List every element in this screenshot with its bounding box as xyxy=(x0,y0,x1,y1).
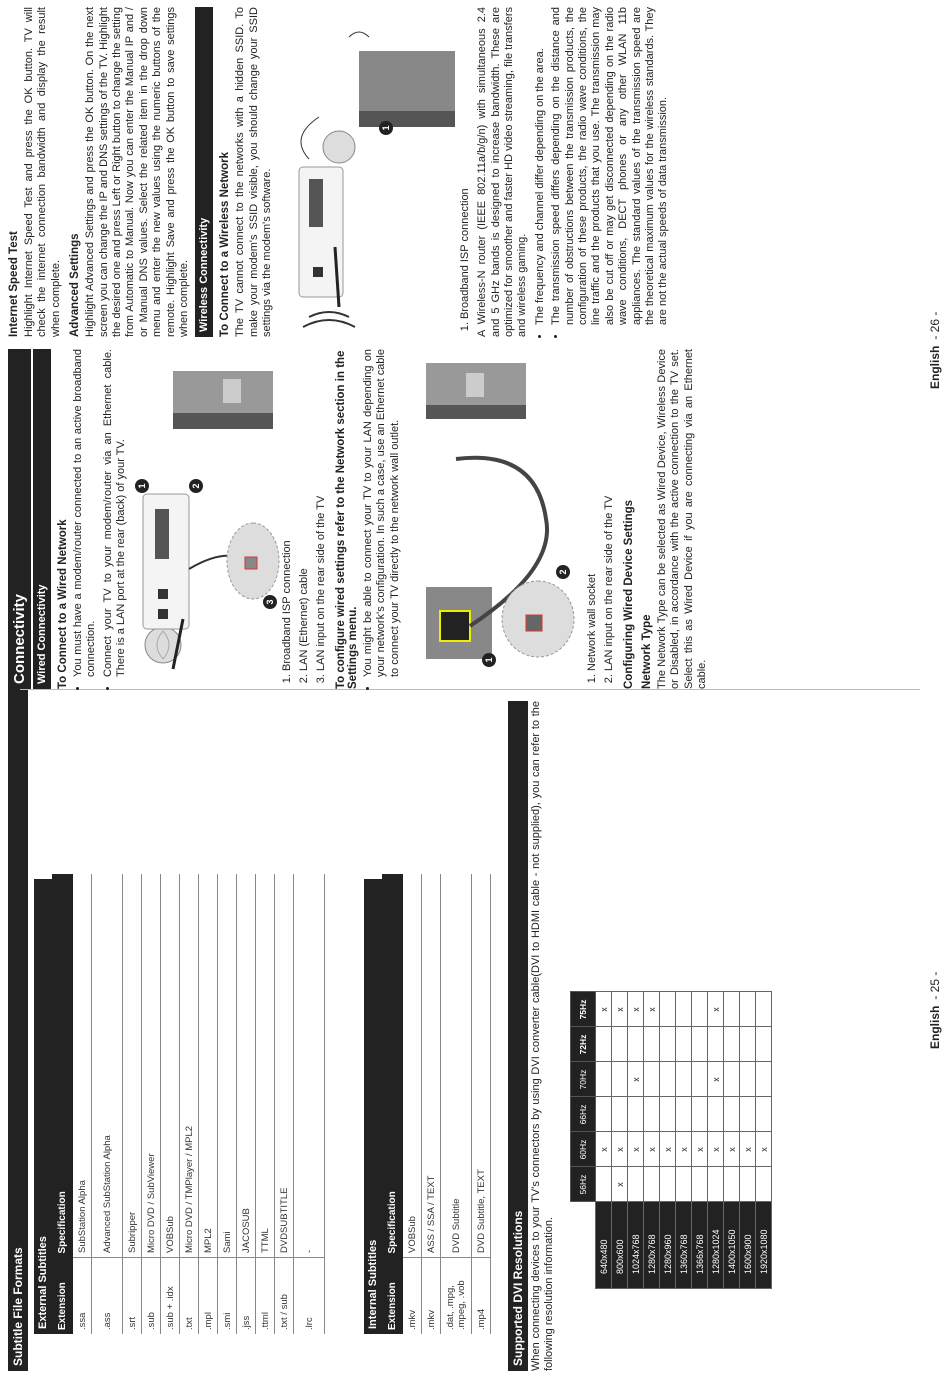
router-text: A Wireless-N router (IEEE 802.11a/b/g/n) with simultaneous 2.4 and 5 GHz bands is designed to increase bandwidth. These are optimized for smoother and faster HD video streaming, file transfers and wireless gaming. xyxy=(476,7,529,337)
dvi-cell xyxy=(756,1027,772,1062)
dvi-cell: x xyxy=(740,1132,756,1167)
external-subtitles-title: External Subtitles xyxy=(34,879,52,1334)
footer-lang: English xyxy=(928,345,942,389)
dvi-resolution: 1400x1050 xyxy=(724,1202,740,1289)
table-cell: .sub + .idx xyxy=(161,1258,180,1335)
table-row xyxy=(612,992,628,1289)
dvi-resolution: 1280x960 xyxy=(660,1202,676,1289)
dvi-resolution: 640x480 xyxy=(596,1202,612,1289)
dvi-cell xyxy=(724,1027,740,1062)
wireless-text: The TV cannot connect to the networks with a hidden SSID. To make your modem's SSID visible, you should change your SSID settings via the modem's software. xyxy=(234,7,274,337)
dvi-header: 72Hz xyxy=(571,1027,596,1062)
dvi-cell xyxy=(660,1167,676,1202)
wired-bullet-2: • Connect your TV to your modem/router via an Ethernet cable. There is a LAN port at the rear (back) of your TV. xyxy=(102,349,129,677)
wireless-heading: To Connect to a Wireless Network xyxy=(219,152,232,337)
dvi-resolution: 1920x1080 xyxy=(756,1202,772,1289)
dvi-cell xyxy=(692,1027,708,1062)
dvi-cell xyxy=(692,992,708,1027)
table-row xyxy=(692,992,708,1289)
callout-1: 1 xyxy=(482,653,496,667)
dvi-cell xyxy=(708,1097,724,1132)
advanced-heading: Advanced Settings xyxy=(69,233,82,337)
table-row xyxy=(676,992,692,1289)
page-divider xyxy=(20,689,920,690)
dvi-resolution: 1360x768 xyxy=(676,1202,692,1289)
speed-heading: Internet Speed Test xyxy=(8,231,20,337)
dvi-cell xyxy=(724,1062,740,1097)
wireless-bullet-1: • The frequency and channel differ depending on the area. xyxy=(534,7,547,325)
dvi-cell xyxy=(644,1062,660,1097)
page-26 xyxy=(0,0,950,689)
dvi-cell xyxy=(740,1167,756,1202)
wired-bullet-1: • You must have a modem/router connected to an active broadband connection. xyxy=(72,349,99,677)
wired-device-heading: Configuring Wired Device Settings xyxy=(622,499,635,689)
callout-1: 1 xyxy=(379,121,393,135)
table-cell: .srt xyxy=(123,1258,142,1335)
dvi-cell: x xyxy=(628,1062,644,1097)
list-item: 2. LAN input on the rear side of the TV xyxy=(603,349,616,671)
dvi-cell: x xyxy=(612,992,628,1027)
callout-1: 1 xyxy=(135,479,149,493)
p26-left-column xyxy=(8,349,714,689)
table-cell: .dat, .mpg, .mpeg, .vob xyxy=(441,1258,472,1335)
page-25-footer xyxy=(928,972,942,1049)
dvi-cell: x xyxy=(708,992,724,1027)
dvi-cell xyxy=(724,992,740,1027)
dvi-cell xyxy=(756,1167,772,1202)
table-cell: Subripper xyxy=(123,874,142,1258)
table-row xyxy=(724,992,740,1289)
dvi-cell: x xyxy=(612,1132,628,1167)
table-row xyxy=(708,992,724,1289)
table-row xyxy=(142,874,161,1334)
footer-num: - 26 - xyxy=(928,311,942,340)
list-item: 1. Network wall socket xyxy=(586,349,599,671)
dvi-table xyxy=(570,992,772,1290)
table-row xyxy=(256,874,275,1334)
table-row xyxy=(596,992,612,1289)
wired-config-heading: To configure wired settings refer to the Network section in the Settings menu. xyxy=(334,350,359,689)
dvi-cell xyxy=(740,1027,756,1062)
wall-socket-diagram xyxy=(406,349,586,689)
dvi-cell xyxy=(612,1027,628,1062)
p26-right-column xyxy=(8,7,675,337)
dvi-cell xyxy=(740,1062,756,1097)
wired-bullets xyxy=(72,349,129,689)
table-cell: .smi xyxy=(218,1258,237,1335)
dvi-cell xyxy=(740,992,756,1027)
list-item: 3. LAN input on the rear side of the TV xyxy=(315,349,328,671)
table-cell: .ass xyxy=(92,1258,123,1335)
table-row xyxy=(628,992,644,1289)
dvi-cell: x xyxy=(596,1132,612,1167)
dvi-header: 60Hz xyxy=(571,1132,596,1167)
tv-icon xyxy=(426,405,526,419)
table-cell: .mp4 xyxy=(472,1258,491,1335)
dvi-cell xyxy=(596,1097,612,1132)
speed-text: Highlight Internet Speed Test and press the OK button. TV will check the internet connection bandwidth and display the result when complete. xyxy=(23,7,62,337)
wired-list xyxy=(281,349,329,689)
table-cell: DVD Subtitle, TEXT xyxy=(472,874,491,1258)
dvi-cell xyxy=(612,1097,628,1132)
table-cell: VOBSub xyxy=(161,874,180,1258)
wired-bullet-3: • You might be able to connect your TV to your LAN depending on your network's configuration. In such a case, use an Ethernet cable to connect your TV directly to the network wall outlet. xyxy=(362,349,402,677)
table-cell: .jss xyxy=(237,1258,256,1335)
dvi-resolution: 1600x900 xyxy=(740,1202,756,1289)
dvi-cell xyxy=(740,1097,756,1132)
dvi-cell xyxy=(612,1062,628,1097)
table-row xyxy=(294,874,325,1334)
table-row xyxy=(180,874,199,1334)
table-cell: .lrc xyxy=(294,1258,325,1335)
internal-subtitles-title: Internal Subtitles xyxy=(364,879,382,1334)
dvi-cell xyxy=(596,1062,612,1097)
table-row xyxy=(740,992,756,1289)
external-subtitles-table xyxy=(52,874,325,1334)
dvi-header: 56Hz xyxy=(571,1167,596,1202)
table-row xyxy=(441,874,472,1334)
dvi-cell: x xyxy=(612,1167,628,1202)
internal-subtitles xyxy=(362,874,491,1334)
dvi-cell: x xyxy=(692,1132,708,1167)
footer-num: - 25 - xyxy=(928,971,942,1000)
dvi-cell xyxy=(676,1027,692,1062)
dvi-header: 66Hz xyxy=(571,1097,596,1132)
page-25 xyxy=(0,690,950,1379)
dvi-title: Supported DVI Resolutions xyxy=(508,701,528,1371)
dvi-cell xyxy=(660,1097,676,1132)
table-row xyxy=(660,992,676,1289)
dvi-resolution: 1280x1024 xyxy=(708,1202,724,1289)
table-row xyxy=(644,992,660,1289)
internal-subtitles-table xyxy=(382,874,491,1334)
wireless-list xyxy=(459,7,472,337)
list-item: 1. Broadband ISP connection xyxy=(281,349,294,671)
page-26-footer xyxy=(928,312,942,389)
dvi-cell xyxy=(692,1097,708,1132)
table-cell: .mkv xyxy=(403,1258,422,1335)
table-row xyxy=(92,874,123,1334)
table-cell: ASS / SSA / TEXT xyxy=(422,874,441,1258)
advanced-text: Highlight Advanced Settings and press the OK button. On the next screen you can change the IP and DNS settings of the TV. Highlight the desired one and press Left or Right button to change the setting from Automatic to Manual. Now you can enter the Manual IP and / or Manual DNS values. Select the related item in the drop down menu and enter the new values using the numeric buttons of the remote. Highlight Save and press the OK button to save settings when complete. xyxy=(84,7,191,337)
dvi-cell xyxy=(708,1027,724,1062)
table-cell: DVDSUBTITLE xyxy=(275,874,294,1258)
globe-icon xyxy=(323,131,355,163)
dvi-cell xyxy=(724,1097,740,1132)
callout-2: 2 xyxy=(189,479,203,493)
wireless-bullets xyxy=(534,7,671,337)
dvi-cell xyxy=(596,1027,612,1062)
dvi-corner xyxy=(571,1202,596,1289)
dvi-header: 70Hz xyxy=(571,1062,596,1097)
dvi-cell xyxy=(676,1097,692,1132)
table-row xyxy=(472,874,491,1334)
table-cell: .txt / sub xyxy=(275,1258,294,1335)
wifi-icon xyxy=(303,312,355,327)
dvi-cell xyxy=(644,1167,660,1202)
callout-2: 2 xyxy=(556,565,570,579)
table-cell: .ssa xyxy=(73,1258,92,1335)
dvi-cell: x xyxy=(708,1132,724,1167)
dvi-cell: x xyxy=(644,1132,660,1167)
subtitle-section xyxy=(0,649,28,1371)
table-cell: .txt xyxy=(180,1258,199,1335)
table-row xyxy=(73,874,92,1334)
wired-title: Wired Connectivity xyxy=(33,349,51,689)
dvi-cell xyxy=(756,992,772,1027)
table-row xyxy=(403,874,422,1334)
table-cell: .mpl xyxy=(199,1258,218,1335)
wireless-router-diagram xyxy=(279,7,459,337)
dvi-intro: When connecting devices to your TV's connectors by using DVI converter cable(DVI to HDMI cable - not supplied), you can refer to the following resolution information. xyxy=(530,701,556,1371)
col-extension: Extension xyxy=(52,1258,73,1335)
dvi-cell xyxy=(756,1097,772,1132)
table-cell: .ttml xyxy=(256,1258,275,1335)
dvi-cell xyxy=(692,1062,708,1097)
wireless-diagram xyxy=(279,7,459,337)
table-cell: - xyxy=(294,874,325,1258)
dvi-cell xyxy=(708,1167,724,1202)
dvi-section xyxy=(508,701,561,1371)
table-cell: Sami xyxy=(218,874,237,1258)
wired-heading: To Connect to a Wired Network xyxy=(57,519,69,689)
dvi-resolution: 1366x768 xyxy=(692,1202,708,1289)
wired-diagram-router xyxy=(133,349,281,689)
table-cell: SubStation Alpha xyxy=(73,874,92,1258)
router-tv-diagram xyxy=(133,349,281,689)
table-row xyxy=(237,874,256,1334)
dvi-cell: x xyxy=(628,992,644,1027)
dvi-cell xyxy=(628,1027,644,1062)
dvi-cell xyxy=(644,1027,660,1062)
dvi-cell xyxy=(628,1167,644,1202)
wireless-bullet-2: • The transmission speed differs depending on the distance and number of obstructions between the transmission products, the configuration of these products, the radio wave conditions, the line traffic and the products that you use. The transmission may also be cut off or may get disconnected depending on the radio wave conditions, DECT phones or any other WLAN 11b appliances. The standard values of the transmission speed are the theoretical maximum values for the wireless standards. They are not the actual speeds of data transmission. xyxy=(550,7,671,325)
wireless-title: Wireless Connectivity xyxy=(195,7,213,337)
dvi-resolution: 1024x768 xyxy=(628,1202,644,1289)
wired-bullets-2 xyxy=(362,349,402,689)
dvi-cell xyxy=(660,1062,676,1097)
dvi-cell xyxy=(724,1167,740,1202)
subtitle-formats-title: Subtitle File Formats xyxy=(8,649,28,1371)
table-cell: Advanced SubStation Alpha xyxy=(92,874,123,1258)
wired-list-2 xyxy=(586,349,617,689)
table-cell: JACOSUB xyxy=(237,874,256,1258)
dvi-table-wrap xyxy=(570,992,772,1290)
table-row xyxy=(123,874,142,1334)
dvi-cell xyxy=(676,1167,692,1202)
table-cell: MPL2 xyxy=(199,874,218,1258)
dvi-cell: x xyxy=(644,992,660,1027)
tv-icon xyxy=(173,413,273,429)
table-cell: Micro DVD / TMPlayer / MPL2 xyxy=(180,874,199,1258)
dvi-resolution: 800x600 xyxy=(612,1202,628,1289)
table-cell: TTML xyxy=(256,874,275,1258)
tv-icon xyxy=(359,111,455,127)
footer-lang: English xyxy=(928,1005,942,1049)
dvi-header: 75Hz xyxy=(571,992,596,1027)
connectivity-title: Connectivity xyxy=(8,349,31,689)
table-cell: .mkv xyxy=(422,1258,441,1335)
dvi-cell: x xyxy=(628,1132,644,1167)
network-type-text: The Network Type can be selected as Wired Device, Wireless Device or Disabled, in accordance with the active connection to the TV set. Select this as Wired Device if you are connecting via an Ethernet cable. xyxy=(655,349,709,689)
col-extension: Extension xyxy=(382,1258,403,1335)
wired-diagram-wall xyxy=(406,349,586,689)
col-specification: Specification xyxy=(52,874,73,1258)
dvi-cell xyxy=(692,1167,708,1202)
dvi-cell xyxy=(756,1062,772,1097)
table-row xyxy=(756,992,772,1289)
dvi-cell: x xyxy=(724,1132,740,1167)
table-row xyxy=(199,874,218,1334)
dvi-cell xyxy=(660,992,676,1027)
dvi-cell: x xyxy=(756,1132,772,1167)
table-cell: Micro DVD / SubViewer xyxy=(142,874,161,1258)
dvi-cell: x xyxy=(596,992,612,1027)
dvi-cell xyxy=(676,1062,692,1097)
table-row xyxy=(275,874,294,1334)
table-row xyxy=(161,874,180,1334)
dvi-cell xyxy=(596,1167,612,1202)
table-row xyxy=(422,874,441,1334)
col-specification: Specification xyxy=(382,874,403,1258)
external-subtitles xyxy=(32,874,325,1334)
dvi-cell: x xyxy=(676,1132,692,1167)
table-cell: DVD Subtitle xyxy=(441,874,472,1258)
list-item: 2. LAN (Ethernet) cable xyxy=(298,349,311,671)
dvi-cell xyxy=(628,1097,644,1132)
dvi-cell xyxy=(644,1097,660,1132)
table-row xyxy=(218,874,237,1334)
dvi-cell xyxy=(660,1027,676,1062)
dvi-cell: x xyxy=(708,1062,724,1097)
network-type-heading: Network Type xyxy=(640,614,653,689)
table-cell: .sub xyxy=(142,1258,161,1335)
callout-3: 3 xyxy=(263,595,277,609)
list-item: 1. Broadband ISP connection xyxy=(459,7,472,319)
dvi-resolution: 1280x768 xyxy=(644,1202,660,1289)
dvi-cell: x xyxy=(660,1132,676,1167)
table-cell: VOBSub xyxy=(403,874,422,1258)
dvi-cell xyxy=(676,992,692,1027)
